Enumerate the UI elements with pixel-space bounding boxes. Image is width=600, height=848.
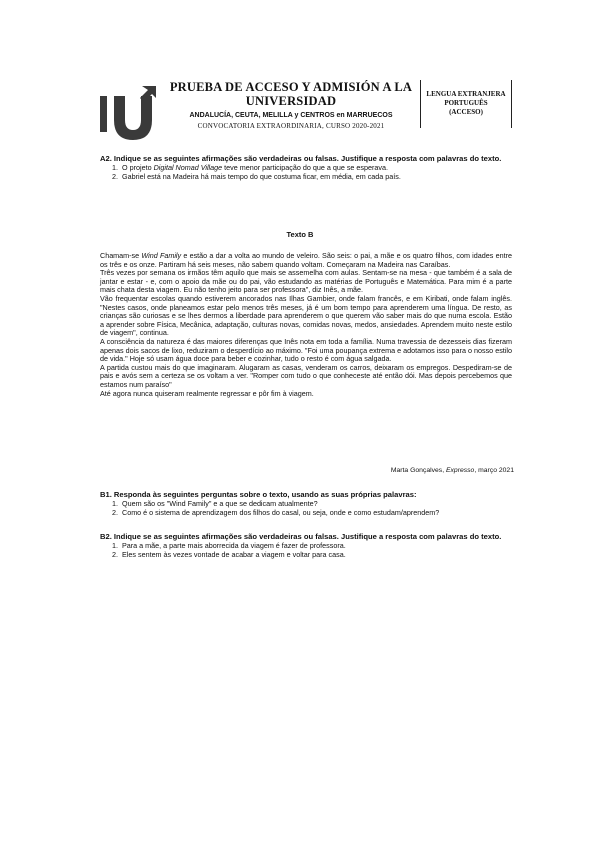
b2-heading: B2. Indique se as seguintes afirmações são verdadeiras ou falsas. Justifique a resposta com palavras do texto.	[100, 532, 502, 541]
b2-list	[100, 542, 512, 559]
b2-item-1: 1. Para a mãe, a parte mais aborrecida da viagem é fazer de professora.	[120, 542, 512, 551]
texto-b-paragraph-1	[100, 252, 512, 269]
question-b2	[100, 532, 512, 559]
header-title-line2: UNIVERSIDAD	[245, 94, 337, 108]
article-signature	[100, 467, 514, 474]
subject-line2: PORTUGUÊS	[444, 99, 488, 107]
b1-heading: B1. Responda às seguintes perguntas sobre o texto, usando as suas próprias palavras:	[100, 490, 417, 499]
a2-list	[100, 164, 512, 181]
university-u-logo-icon	[98, 86, 158, 142]
texto-b-paragraph-3: Vão frequentar escolas quando estiverem ancorados nas Ilhas Gambier, onde falam francês, e em Kiribati, onde falam inglês. "Nestes casos, onde planeamos estar pelo menos três meses, já é um bom tempo para aprenderem uma língua. De resto, as crianças são curiosas e se lhes dermos a liberdade para aprenderem o que querem vão saber mais do que numa escola. Estão a aprender sobre Física, Mecânica, adaptação, culturas novas, comidas novas, medos, ansiedades. Aprendem muito neste estilo de viagem", continua.	[100, 293, 512, 338]
b1-list	[100, 500, 512, 517]
b2-item-2: 2. Eles sentem às vezes vontade de acabar a viagem e voltar para casa.	[120, 551, 512, 560]
question-a2	[100, 154, 512, 181]
texto-b-paragraph-2: Três vezes por semana os irmãos têm aquilo que mais se assemelha com aulas. Sentam-se na mesa - que também é a sala de jantar e estar - e, com o apoio da mãe ou do pai, vão estudando as matérias de Português e Matemática. Para mim é a parte mais chata desta viagem. Eu não tenho jeito para ser professora", diz Inês, a mãe.	[100, 268, 512, 295]
a2-item-1-post: teve menor participação do que a que se esperava.	[222, 163, 388, 172]
header-title-line1: PRUEBA DE ACCESO Y ADMISIÓN A LA	[169, 80, 413, 94]
p1-pre: Chamam-se	[100, 251, 142, 260]
p1-em: Wind Family	[141, 251, 182, 260]
subject-line1: LENGUA EXTRANJERA	[426, 90, 506, 98]
texto-b-body	[100, 252, 512, 398]
texto-b-paragraph-5: A partida custou mais do que imaginaram. Alugaram as casas, venderam os carros, deixaram os empregos. Despediram-se de pais e avós sem a certeza se os voltam a ver. "Romper com tudo o que conheceste até então dói. Mas depois percebemos que estamos num paraíso"	[100, 362, 512, 389]
p1-post: e estão a dar a volta ao mundo de veleiro. São seis: o pai, a mãe e os quatro filhos, com idades entre os três e os onze. Partiram há seis meses, não sabem quando voltam. Começaram na Madeira nas Caraíbas.	[100, 251, 512, 269]
a2-heading: A2. Indique se as seguintes afirmações são verdadeiras ou falsas. Justifique a resposta com palavras do texto.	[100, 154, 502, 163]
exam-header	[164, 80, 418, 130]
a2-item-1-pre: O projeto	[122, 163, 154, 172]
signature-author: Marta Gonçalves,	[390, 467, 446, 474]
b1-item-1: 1. Quem são os "Wind Family" e a que se dedicam atualmente?	[120, 500, 512, 509]
b1-item-2: 2. Como é o sistema de aprendizagem dos filhos do casal, ou seja, onde e como estudam/aprendem?	[120, 509, 512, 518]
a2-item-1-em: Digital Nomad Village	[153, 163, 223, 172]
texto-b-paragraph-6: Até agora nunca quiseram realmente regressar e pôr fim à viagem.	[100, 388, 314, 398]
signature-date: , março 2021	[474, 467, 514, 474]
texto-b-paragraph-4: A consciência da natureza é das maiores diferenças que Inês nota em toda a família. Numa travessia de dezesseis dias fizeram apenas dois sacos de lixo, reduziram o desperdício ao máximo. "Foi uma poupança extrema e adotamos isso para o nosso estilo de vida." Hoje só usam água doce para beber e cozinhar, tudo o resto é com água salgada.	[100, 336, 512, 364]
a2-item-2: 2. Gabriel está na Madeira há mais tempo do que costuma ficar, em média, em cada país.	[120, 173, 512, 182]
header-subtitle: ANDALUCÍA, CEUTA, MELILLA y CENTROS en MARRUECOS	[189, 112, 393, 119]
signature-source: Expresso	[445, 467, 475, 474]
header-convocatoria: CONVOCATORIA EXTRAORDINARIA, CURSO 2020-2021	[197, 122, 385, 130]
question-b1	[100, 490, 512, 517]
subject-box	[420, 80, 512, 128]
subject-line3: (ACCESO)	[449, 108, 483, 116]
texto-b-title: Texto B	[286, 230, 314, 239]
